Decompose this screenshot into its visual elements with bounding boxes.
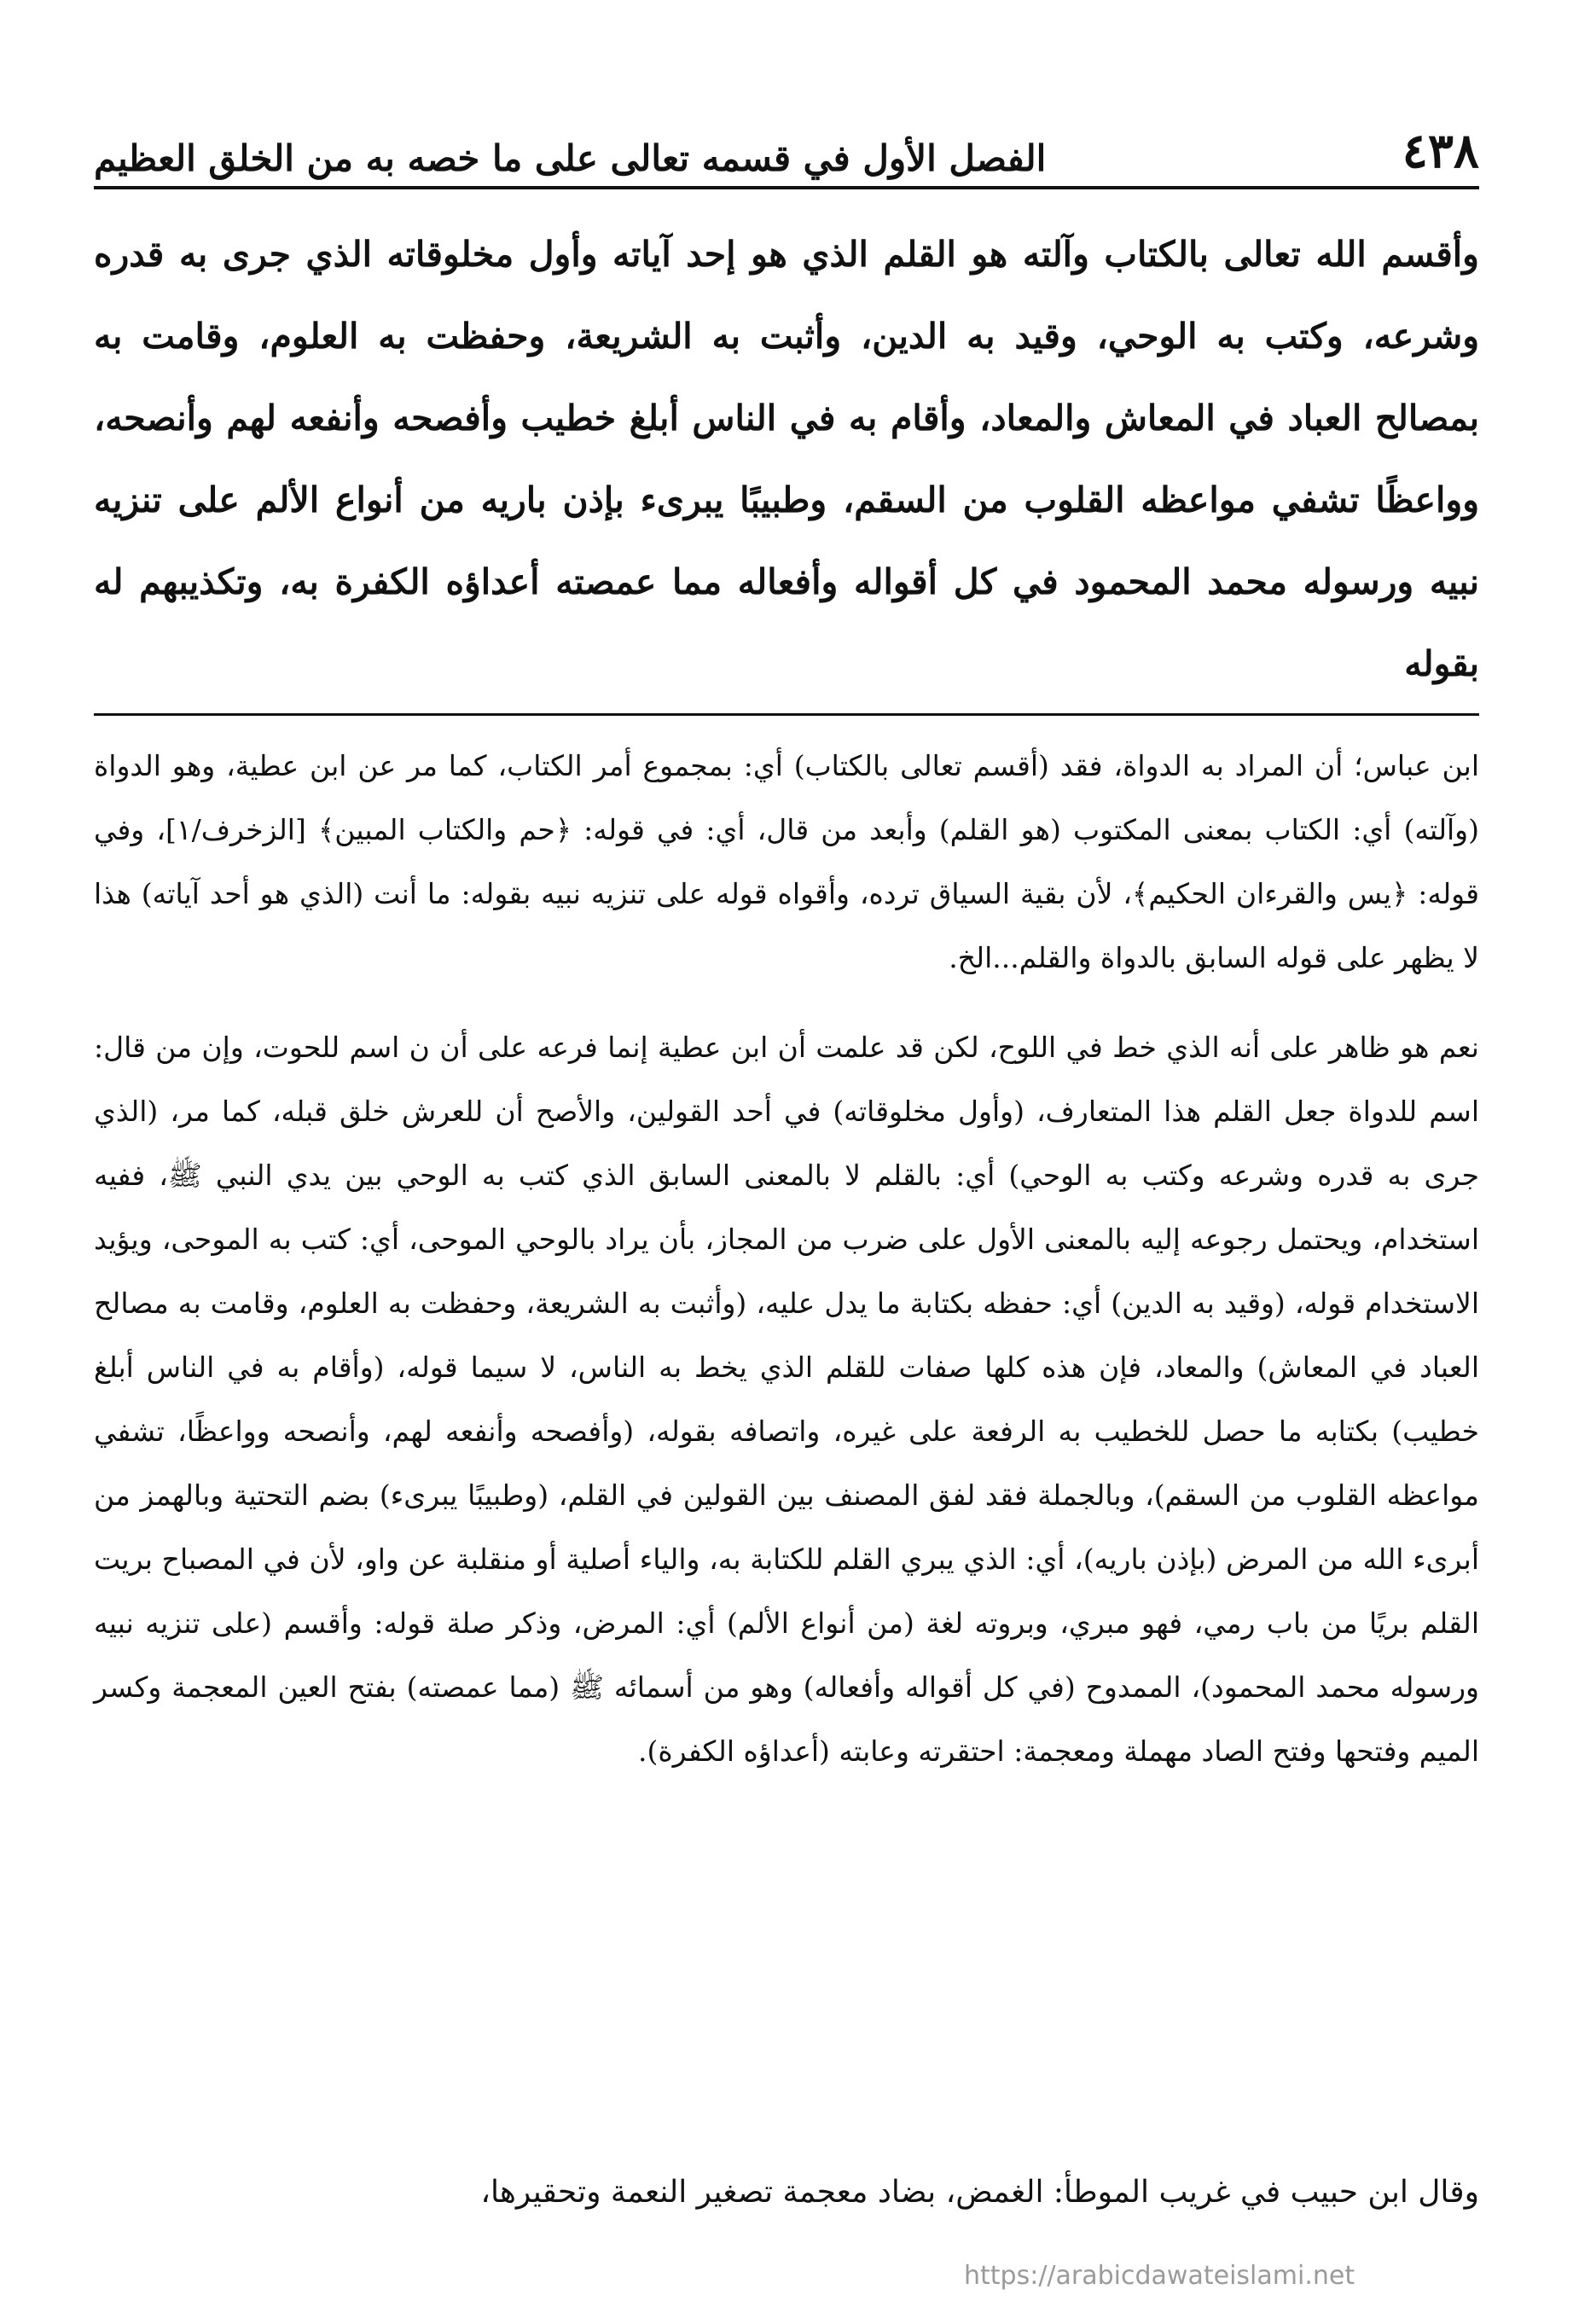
page-header <box>94 111 1479 189</box>
section-divider <box>94 713 1479 716</box>
page-number: ٤٣٨ <box>1402 123 1479 179</box>
closing-text <box>94 2167 1479 2218</box>
commentary-paragraph-1: ابن عباس؛ أن المراد به الدواة، فقد (أقسم تعالى بالكتاب) أي: بمجموع أمر الكتاب، كما مر عن ابن عطية، وهو الدواة (وآلته) أي: الكتاب بمعنى المكتوب (هو القلم) وأبعد من قال، أي: في قوله: ﴿حم والكتاب المبين﴾ [الزخرف/١]، وفي قوله: ﴿يس والقرءان الحكيم﴾، لأن بقية السياق ترده، وأقواه قوله على تنزيه نبيه بقوله: ما أنت (الذي هو أحد آياته) هذا لا يظهر على قوله السابق بالدواة والقلم...الخ. <box>94 749 1479 974</box>
commentary-block <box>94 734 1479 1783</box>
main-paragraph: وأقسم الله تعالى بالكتاب وآلته هو القلم الذي هو إحد آياته وأول مخلوقاته الذي جرى به قدره وشرعه، وكتب به الوحي، وقيد به الدين، وأثبت به الشريعة، وحفظت به العلوم، وقامت به بمصالح العباد في المعاش والمعاد، وأقام به في الناس أبلغ خطيب وأفصحه وأنفعه لهم وأنصحه، وواعظًا تشفي مواعظه القلوب من السقم، وطبيبًا يبرىء بإذن باريه من أنواع الألم على تنزيه نبيه ورسوله محمد المحمود في كل أقواله وأفعاله مما عمصته أعداؤه الكفرة به، وتكذيبهم له بقوله <box>94 234 1479 684</box>
closing-line: وقال ابن حبيب في غريب الموطأ: الغمض، بضاد معجمة تصغير النعمة وتحقيرها، <box>480 2175 1479 2210</box>
commentary-paragraph-2: نعم هو ظاهر على أنه الذي خط في اللوح، لكن قد علمت أن ابن عطية إنما فرعه على أن ن اسم للحوت، وإن من قال: اسم للدواة جعل القلم هذا المتعارف، (وأول مخلوقاته) في أحد القولين، والأصح أن للعرش خلق قبله، كما مر، (الذي جرى به قدره وشرعه وكتب به الوحي) أي: بالقلم لا بالمعنى السابق الذي كتب به الوحي بين يدي النبي ﷺ، ففيه استخدام، ويحتمل رجوعه إليه بالمعنى الأول على ضرب من المجاز، بأن يراد بالوحي الموحى، أي: كتب به الموحى، ويؤيد الاستخدام قوله، (وقيد به الدين) أي: حفظه بكتابة ما يدل عليه، (وأثبت به الشريعة، وحفظت به العلوم، وقامت به مصالح العباد في المعاش) والمعاد، فإن هذه كلها صفات للقلم الذي يخط به الناس، لا سيما قوله، (وأقام به في الناس أبلغ خطيب) بكتابه ما حصل للخطيب به الرفعة على غيره، واتصافه بقوله، (وأفصحه وأنفعه لهم، وأنصحه وواعظًا، تشفي مواعظه القلوب من السقم)، وبالجملة فقد لفق المصنف بين القولين في القلم، (وطبيبًا يبرىء) بضم التحتية وبالهمز من أبرىء الله من المرض (بإذن باريه)، أي: الذي يبري القلم للكتابة به، والياء أصلية أو منقلبة عن واو، لأن في المصباح بريت القلم بريًا من باب رمي، فهو مبري، وبروته لغة (من أنواع الألم) أي: المرض، وذكر صلة قوله: وأقسم (على تنزيه نبيه ورسوله محمد المحمود)، الممدوح (في كل أقواله وأفعاله) وهو من أسمائه ﷺ (مما عمصته) بفتح العين المعجمة وكسر الميم وفتحها وفتح الصاد مهملة ومعجمة: احتقرته وعابته (أعداؤه الكفرة). <box>94 1031 1479 1768</box>
running-title: الفصل الأول في قسمه تعالى على ما خصه به من الخلق العظيم <box>94 137 1047 179</box>
main-text-block <box>94 213 1479 705</box>
watermark-url: https://arabicdawateislami.net <box>964 2261 1355 2291</box>
